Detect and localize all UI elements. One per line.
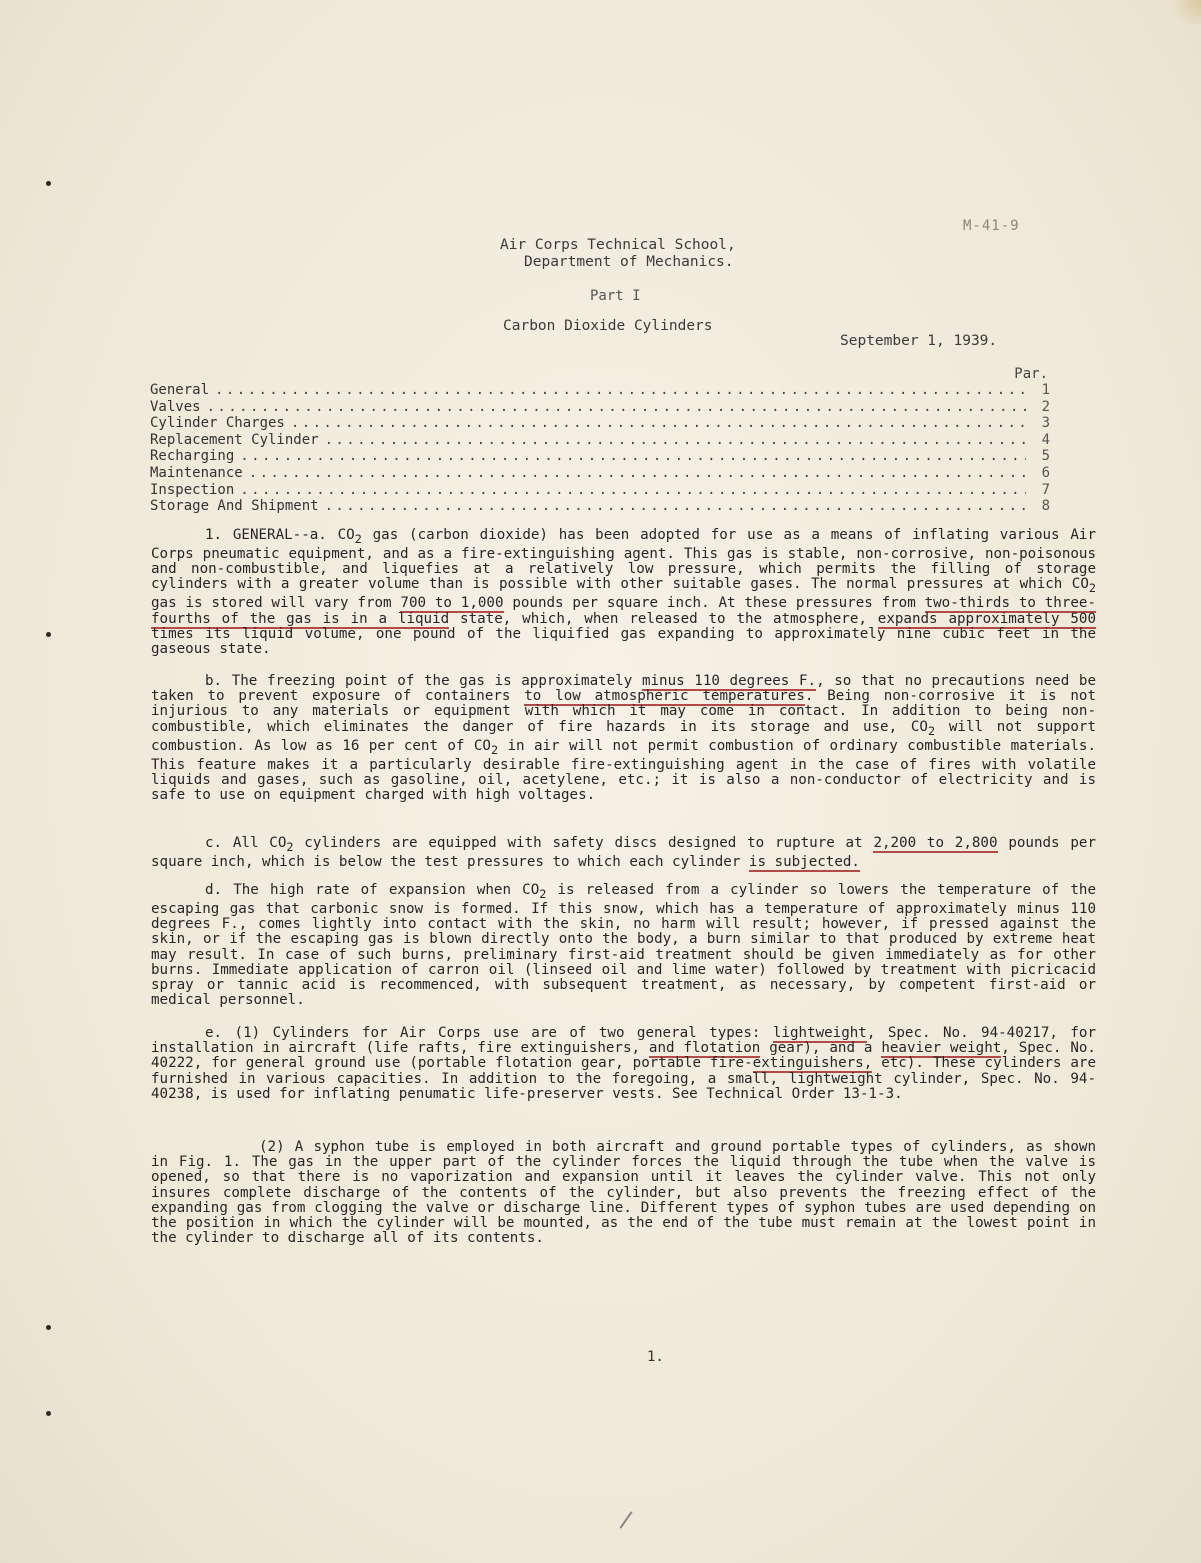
para-text: state, which, when released to the atmosphere, (449, 610, 878, 627)
para-text: is released from a cylinder so lowers the temperature of the escaping gas that carbonic snow is formed. If this snow, which has a temperature of approximately minus 110 degrees F., comes lightly into contact with the skin, no harm will result; however, if pressed against the skin, or if the escaping gas is blown directly onto the body, a burn similar to that produced by extreme heat may result. In case of such burns, preliminary first-aid treatment should be given immediately as for other burns. Immediate application of carron oil (linseed oil and lime water) followed by treatment with picricacid spray or tannic acid is recommenced, with subsequent treatment, as necessary, by competent first-aid or medical personnel. (151, 882, 1096, 1009)
subscript: 2 (927, 723, 936, 738)
para-text: 1. GENERAL--a. CO (205, 527, 355, 543)
department-name: Department of Mechanics. (524, 254, 734, 270)
toc-item-number: 3 (1041, 415, 1050, 432)
punch-hole (46, 1325, 51, 1330)
para-text: gear), and a (760, 1040, 882, 1057)
toc-item (150, 415, 1050, 432)
para-text: pounds per square inch, which is below the test pressures to which each cylinder (151, 835, 1096, 871)
para-text: pounds per square inch. At these pressures from (503, 595, 925, 612)
toc-item-number: 5 (1041, 448, 1050, 465)
toc-item-label: Valves (150, 398, 201, 415)
corner-stain (1171, 0, 1201, 24)
highlighted-text: expands approximately 500 (877, 610, 1096, 627)
toc-item (150, 432, 1050, 449)
highlighted-text: lightweight (772, 1025, 867, 1041)
highlighted-text: and flotation (648, 1040, 761, 1057)
paragraph-1b (151, 674, 1096, 803)
para-text: , Spec. No. 40222, for general ground use (portable flotation gear, portable fire- (151, 1040, 1096, 1072)
punch-hole (46, 181, 51, 186)
toc-item-label: Replacement Cylinder (150, 431, 319, 448)
paragraph-1c (151, 836, 1096, 870)
toc-item-label: Inspection (150, 481, 235, 498)
toc-item (150, 382, 1050, 399)
paragraph-1e-1 (151, 1026, 1096, 1102)
document-date: September 1, 1939. (840, 333, 998, 349)
toc-item (150, 448, 1050, 465)
para-text: d. The high rate of expansion when CO (205, 882, 540, 898)
toc-leader (325, 432, 1026, 449)
subscript: 2 (1088, 581, 1096, 596)
toc-leader (249, 465, 1026, 482)
toc-leader (325, 498, 1026, 515)
subscript: 2 (354, 531, 362, 546)
highlighted-text: is subjected. (748, 854, 860, 871)
toc-item-label: General (150, 382, 210, 398)
toc-leader (240, 448, 1026, 465)
page-number: 1. (647, 1349, 664, 1365)
para-text: b. The freezing point of the gas is approximately (205, 673, 642, 689)
toc-item-label: Maintenance (150, 464, 243, 481)
part-label: Part I (590, 288, 641, 304)
paragraph-1e-2 (151, 1140, 1096, 1246)
toc-item-number: 4 (1041, 431, 1050, 448)
document-code: M-41-9 (963, 218, 1020, 234)
toc-leader (207, 399, 1026, 416)
para-text: cylinders are equipped with safety discs designed to rupture at (293, 835, 874, 851)
table-of-contents (150, 366, 1050, 515)
highlighted-text: two-thirds to three-fourths of the gas is in a liquid (151, 595, 1096, 627)
para-text: etc). These cylinders are furnished in various capacities. In addition to the foregoing, a small, lightweight cylinder, Spec. No. 94-40238, is used for inflating penumatic life-preserver vests. See Technical Order 13-1-3. (151, 1055, 1096, 1102)
highlighted-text: 700 to 1,000 (400, 595, 504, 612)
document-subject: Carbon Dioxide Cylinders (503, 318, 713, 334)
toc-item (150, 399, 1050, 416)
toc-item-label: Recharging (150, 448, 235, 465)
document-header (500, 237, 800, 271)
highlighted-text: extinguishers, (752, 1055, 873, 1072)
highlighted-text: to low atmospheric temperatures (524, 688, 805, 705)
paragraph-1d (151, 883, 1096, 1008)
para-text: , so that no precautions need be taken to prevent exposure of containers (151, 673, 1096, 705)
punch-hole (46, 632, 51, 637)
subscript: 2 (490, 742, 499, 757)
para-text: in air will not permit combustion of ordinary combustible materials. This feature makes it a particularly desirable fire-extinguishing agent in the case of fires with volatile liquids and gases, such as gasoline, oil, acetylene, etc.; it is also a non-conductor of electricity and is safe to use on equipment charged with high voltages. (151, 737, 1097, 804)
toc-item-number: 6 (1041, 464, 1050, 481)
subscript: 2 (286, 839, 294, 854)
highlighted-text: heavier weight (881, 1040, 1002, 1057)
para-text: , Spec. No. 94-40217, for installation in aircraft (life rafts, fire extinguishers, (151, 1025, 1096, 1057)
toc-item-label: Storage And Shipment (150, 498, 319, 515)
toc-item (150, 482, 1050, 499)
para-text: e. (1) Cylinders for Air Corps use are of two general types: (205, 1025, 773, 1041)
para-text: c. All CO (205, 835, 287, 851)
toc-leader (291, 415, 1026, 432)
toc-item-label: Cylinder Charges (150, 415, 285, 432)
para-text: . Being non-corrosive it is not injurious to any materials or equipment with which it may come in contact. In addition to being non-combustible, which eliminates the danger of fire hazards in its storage and use, CO (151, 688, 1096, 735)
toc-leader (240, 482, 1026, 499)
toc-item-number: 7 (1041, 481, 1050, 498)
toc-item (150, 498, 1050, 515)
toc-item-number: 8 (1041, 498, 1050, 515)
para-text: (2) A syphon tube is employed in both aircraft and ground portable types of cylinders, as shown in Fig. 1. The gas in the upper part of the cylinder forces the liquid through the tube when the valve is opened, so that there is no vaporization and expansion until it leaves the cylinder valve. This not only insures complete discharge of the contents of the cylinder, but also prevents the freezing effect of the expanding gas from clogging the valve or discharge line. Different types of syphon tubes are used depending on the position in which the cylinder will be mounted, as the end of the tube must remain at the lowest point in the cylinder to discharge all of its contents. (151, 1139, 1096, 1247)
para-text: times its liquid volume, one pound of the liquified gas expanding to approximately nine cubic feet in the gaseous state. (151, 625, 1096, 658)
toc-leader (215, 382, 1026, 399)
toc-item-number: 1 (1041, 382, 1050, 398)
toc-item (150, 465, 1050, 482)
para-text: will not support combustion. As low as 16 per cent of CO (151, 718, 1096, 754)
toc-paragraph-heading: Par. (1014, 366, 1048, 382)
toc-item-number: 2 (1041, 398, 1050, 415)
highlighted-text: 2,200 to 2,800 (873, 835, 998, 851)
punch-hole (46, 1411, 51, 1416)
highlighted-text: minus 110 degrees F. (641, 673, 817, 689)
paragraph-1a (151, 528, 1096, 657)
para-text: gas is stored will vary from (151, 595, 401, 612)
subscript: 2 (539, 886, 547, 901)
para-text: gas (carbon dioxide) has been adopted for use as a means of inflating various Air Corps pneumatic equipment, and as a fire-extinguishing agent. This gas is stable, non-corrosive, non-poisonous and non-combustible, and liquefies at a relatively low pressure, which permits the filling of storage cylinders with a greater volume than is possible with other suitable gases. The normal pressures at which CO (151, 527, 1096, 593)
school-name: Air Corps Technical School, (500, 237, 736, 253)
